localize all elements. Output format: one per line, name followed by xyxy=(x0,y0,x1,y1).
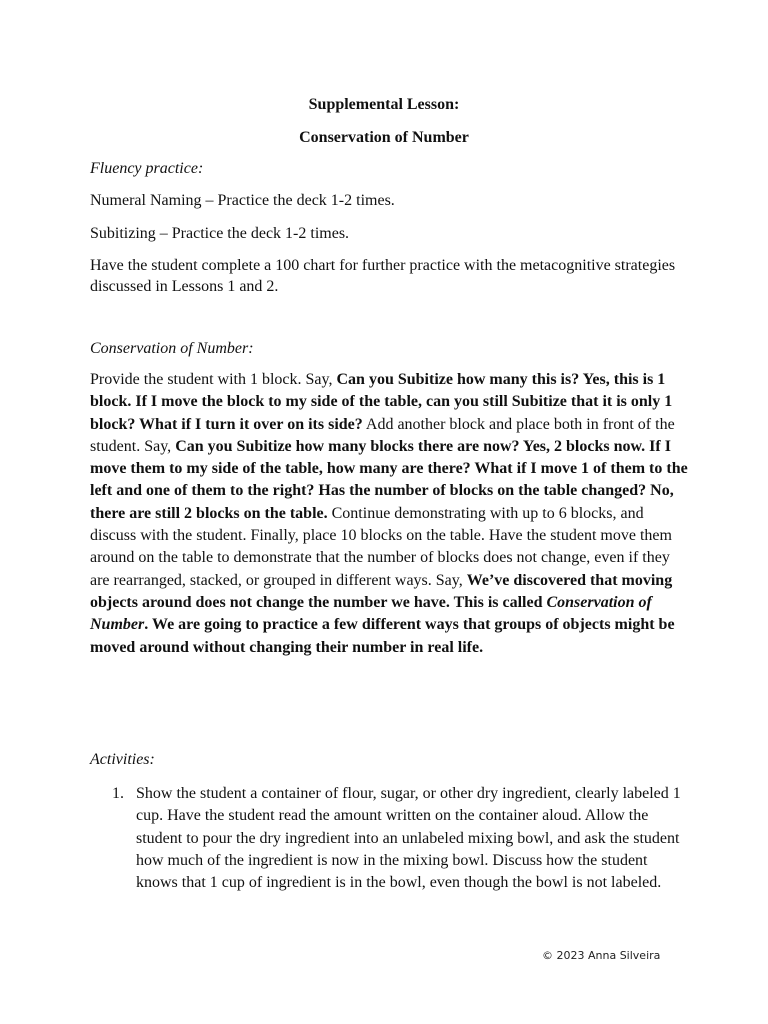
page-title: Supplemental Lesson: xyxy=(308,96,460,113)
conservation-term: Conservation of Number xyxy=(90,593,652,634)
numeral-naming-paragraph: Numeral Naming – Practice the deck 1-2 times. xyxy=(90,192,395,209)
hundred-chart-paragraph: Have the student complete a 100 chart for further practice with the metacognitive strategies discussed in Lessons 1 and 2. xyxy=(90,257,676,295)
conservation-text-2: Add another block and place both in front of the student. Say, xyxy=(90,415,675,455)
list-item-text: Show the student a container of flour, sugar, or other dry ingredient, clearly labeled 1 cup. Have the student read the amount written on the container aloud. Allow the student to pour the dry ingredient into an unlabeled mixing bowl, and ask the student how much of the ingredient is now in the mixing bowl. Discuss how the student knows that 1 cup of ingredient is in the bowl, even though the bowl is not labeled. xyxy=(136,785,681,892)
conservation-text-3: Continue demonstrating with up to 6 blocks, and discuss with the student. Finally, place 10 blocks on the table. Have the student move them around on the table to demonstrate that the number of blocks does not change, even if they are rearranged, stacked, or grouped in different ways. Say, xyxy=(90,504,672,589)
conservation-bold-1: Can you Subitize how many this is? Yes, this is 1 block. If I move the block to my side of the table, can you still Subitize that it is only 1 block? What if I turn it over on its side? xyxy=(90,371,673,433)
copyright-footer: © 2023 Anna Silveira xyxy=(542,949,661,962)
subitizing-paragraph: Subitizing – Practice the deck 1-2 times. xyxy=(90,225,350,242)
activities-list xyxy=(90,783,690,894)
conservation-bold-2: Can you Subitize how many blocks there are now? Yes, 2 blocks now. If I move them to my side of the table, how many are there? What if I move 1 of them to the left and one of them to the right? Has the number of blocks on the table changed? No, there are still 2 blocks on the table. xyxy=(90,437,688,522)
conservation-text-1: Provide the student with 1 block. Say, xyxy=(90,371,337,388)
page-subtitle: Conservation of Number xyxy=(299,129,469,146)
conservation-bold-4: . We are going to practice a few different ways that groups of objects might be moved around without changing their number in real life. xyxy=(90,616,675,656)
conservation-heading: Conservation of Number: xyxy=(90,340,254,357)
list-item xyxy=(90,783,690,894)
conservation-paragraph xyxy=(90,369,690,659)
list-item-number: 1. xyxy=(112,785,124,802)
fluency-heading: Fluency practice: xyxy=(90,160,204,177)
activities-heading: Activities: xyxy=(90,751,155,768)
conservation-bold-3: We’ve discovered that moving objects around does not change the number we have. This is called xyxy=(90,571,673,611)
